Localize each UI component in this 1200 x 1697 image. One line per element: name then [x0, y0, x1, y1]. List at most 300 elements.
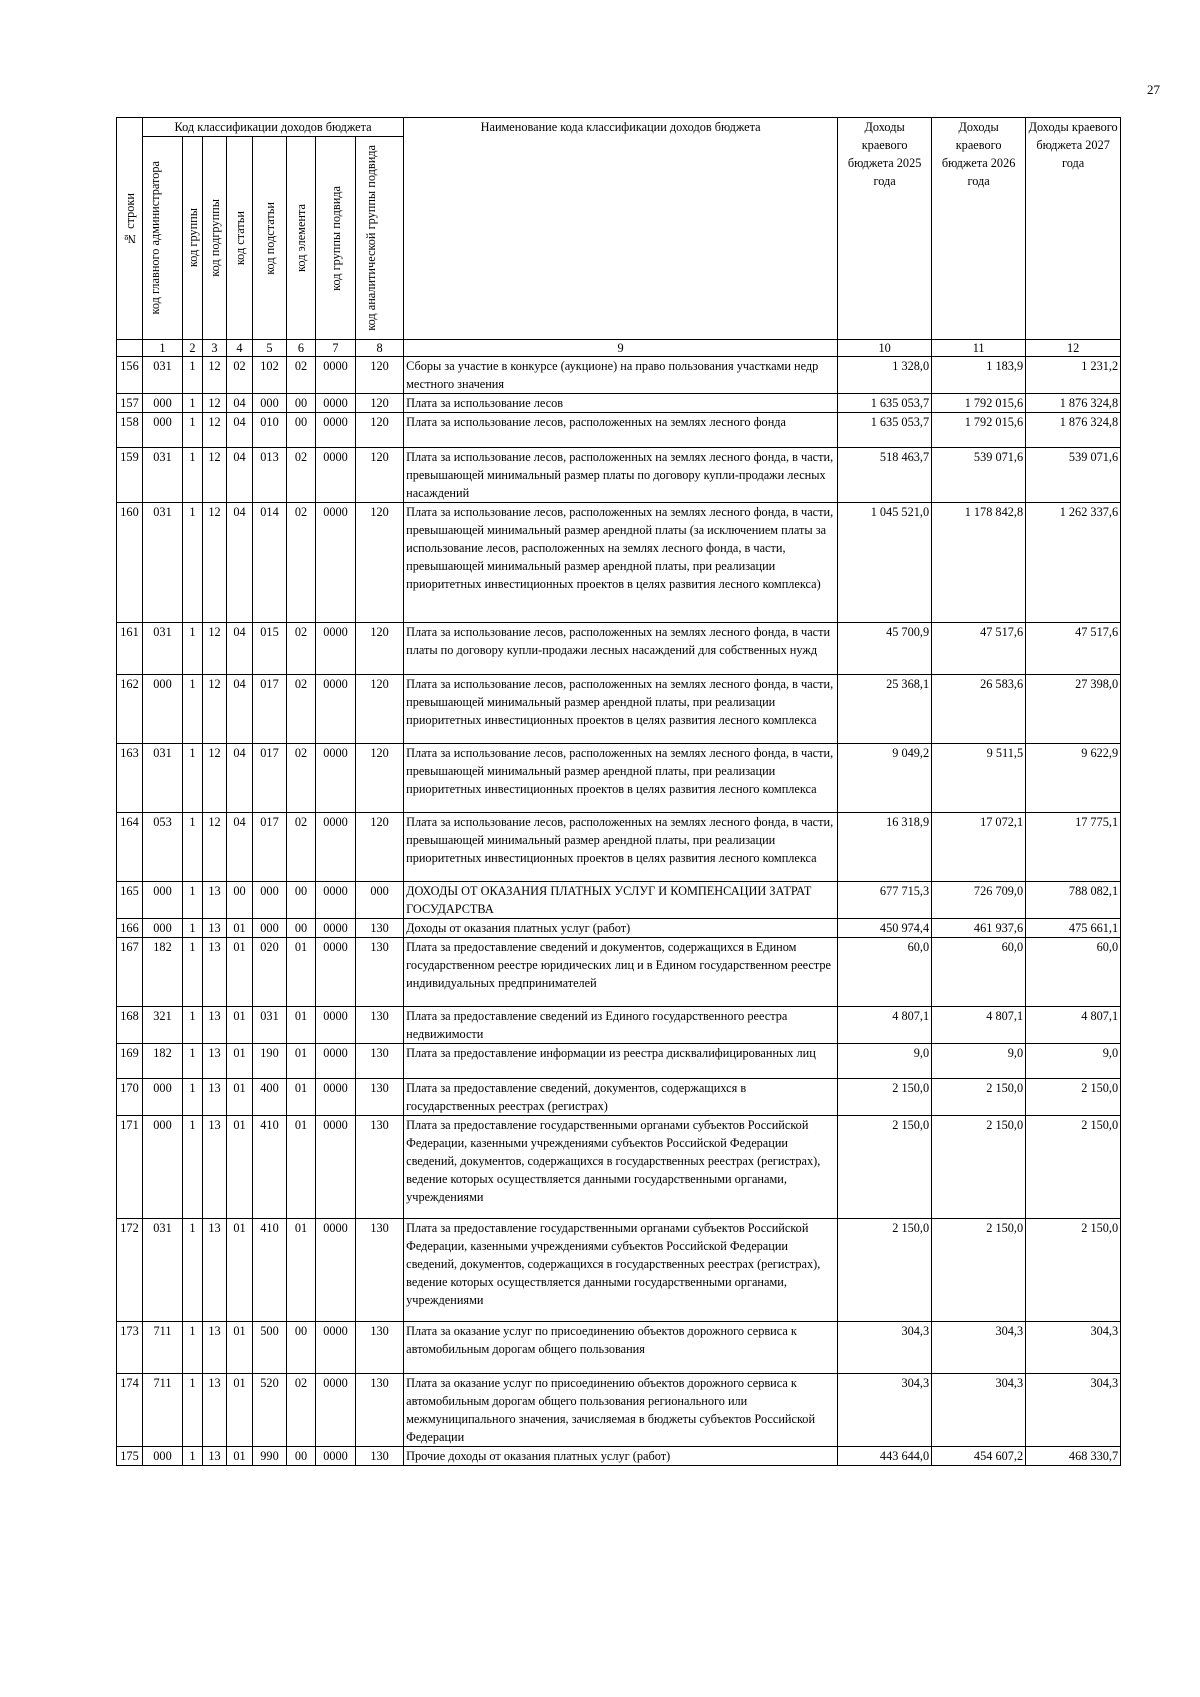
code-subgroup: 12	[203, 744, 227, 813]
code-admin: 000	[143, 1079, 183, 1116]
code-subarticle: 017	[253, 813, 287, 882]
code-admin: 321	[143, 1007, 183, 1044]
amount-2027: 1 262 337,6	[1026, 503, 1121, 623]
code-article: 04	[227, 744, 253, 813]
amount-2027: 1 876 324,8	[1026, 394, 1121, 413]
amount-2026: 461 937,6	[932, 919, 1026, 938]
code-group: 1	[183, 1219, 203, 1322]
amount-2026: 17 072,1	[932, 813, 1026, 882]
income-name: Плата за предоставление сведений, документов, содержащихся в государственных реестрах (регистрах)	[404, 1079, 838, 1116]
table-row	[117, 1219, 1121, 1322]
code-analytic-group: 120	[356, 744, 404, 813]
code-article: 01	[227, 1116, 253, 1219]
row-number: 170	[117, 1079, 143, 1116]
table-row	[117, 357, 1121, 394]
code-subarticle: 102	[253, 357, 287, 394]
amount-2025: 1 635 053,7	[838, 413, 932, 448]
row-number: 167	[117, 938, 143, 1007]
code-subtype-group: 0000	[316, 1219, 356, 1322]
column-number: 3	[203, 340, 227, 357]
code-subgroup: 13	[203, 1322, 227, 1374]
header-code-subgroup: код подгруппы	[203, 137, 227, 340]
code-admin: 711	[143, 1374, 183, 1447]
amount-2027: 788 082,1	[1026, 882, 1121, 919]
code-article: 04	[227, 448, 253, 503]
amount-2027: 60,0	[1026, 938, 1121, 1007]
code-admin: 031	[143, 357, 183, 394]
page-number: 27	[1147, 82, 1160, 97]
amount-2027: 4 807,1	[1026, 1007, 1121, 1044]
code-subtype-group: 0000	[316, 1322, 356, 1374]
code-subtype-group: 0000	[316, 394, 356, 413]
code-subarticle: 500	[253, 1322, 287, 1374]
code-analytic-group: 120	[356, 503, 404, 623]
amount-2025: 304,3	[838, 1322, 932, 1374]
code-analytic-group: 120	[356, 394, 404, 413]
code-article: 02	[227, 357, 253, 394]
code-subarticle: 000	[253, 919, 287, 938]
header-row-number	[117, 118, 143, 340]
code-group: 1	[183, 938, 203, 1007]
table-row	[117, 675, 1121, 744]
amount-2026: 1 183,9	[932, 357, 1026, 394]
code-subgroup: 12	[203, 448, 227, 503]
amount-2026: 9,0	[932, 1044, 1026, 1079]
amount-2027: 475 661,1	[1026, 919, 1121, 938]
income-name: Прочие доходы от оказания платных услуг (работ)	[404, 1447, 838, 1466]
income-name: Плата за использование лесов, расположенных на землях лесного фонда, в части, превышающей минимальный размер арендной платы, при реализации приоритетных инвестиционных проектов в целях развития лесного комплекса	[404, 744, 838, 813]
code-analytic-group: 130	[356, 938, 404, 1007]
table-row	[117, 394, 1121, 413]
amount-2026: 2 150,0	[932, 1219, 1026, 1322]
code-subtype-group: 0000	[316, 675, 356, 744]
column-number: 1	[143, 340, 183, 357]
amount-2025: 25 368,1	[838, 675, 932, 744]
income-name: Плата за предоставление сведений из Единого государственного реестра недвижимости	[404, 1007, 838, 1044]
row-number: 166	[117, 919, 143, 938]
code-subgroup: 13	[203, 1044, 227, 1079]
code-article: 00	[227, 882, 253, 919]
code-element: 02	[287, 623, 316, 675]
code-admin: 031	[143, 744, 183, 813]
code-article: 01	[227, 1079, 253, 1116]
code-admin: 031	[143, 1219, 183, 1322]
amount-2025: 1 635 053,7	[838, 394, 932, 413]
row-number: 160	[117, 503, 143, 623]
column-number: 4	[227, 340, 253, 357]
code-subtype-group: 0000	[316, 1044, 356, 1079]
code-admin: 000	[143, 919, 183, 938]
code-article: 04	[227, 623, 253, 675]
amount-2025: 304,3	[838, 1374, 932, 1447]
code-analytic-group: 120	[356, 813, 404, 882]
column-number: 2	[183, 340, 203, 357]
amount-2027: 2 150,0	[1026, 1219, 1121, 1322]
amount-2027: 9 622,9	[1026, 744, 1121, 813]
row-number: 159	[117, 448, 143, 503]
code-admin: 182	[143, 1044, 183, 1079]
amount-2025: 450 974,4	[838, 919, 932, 938]
row-number: 175	[117, 1447, 143, 1466]
code-group: 1	[183, 813, 203, 882]
amount-2027: 304,3	[1026, 1374, 1121, 1447]
amount-2027: 2 150,0	[1026, 1116, 1121, 1219]
code-subarticle: 410	[253, 1116, 287, 1219]
column-number: 8	[356, 340, 404, 357]
code-article: 01	[227, 1322, 253, 1374]
code-subtype-group: 0000	[316, 1116, 356, 1219]
table-row	[117, 938, 1121, 1007]
code-group: 1	[183, 503, 203, 623]
amount-2026: 454 607,2	[932, 1447, 1026, 1466]
code-group: 1	[183, 1116, 203, 1219]
column-number: 7	[316, 340, 356, 357]
code-subtype-group: 0000	[316, 448, 356, 503]
code-subarticle: 010	[253, 413, 287, 448]
income-name: Плата за предоставление государственными органами субъектов Российской Федерации, казенными учреждениями субъектов Российской Федерации сведений, документов, содержащихся в государственных реестрах (регистрах), ведение которых осуществляется данными государственными органами, учреждениями	[404, 1219, 838, 1322]
row-number: 161	[117, 623, 143, 675]
code-group: 1	[183, 623, 203, 675]
column-number-row	[117, 340, 1121, 357]
code-article: 04	[227, 503, 253, 623]
row-number: 163	[117, 744, 143, 813]
code-subgroup: 13	[203, 938, 227, 1007]
code-admin: 000	[143, 1447, 183, 1466]
code-subgroup: 13	[203, 1447, 227, 1466]
code-subarticle: 990	[253, 1447, 287, 1466]
amount-2026: 1 178 842,8	[932, 503, 1026, 623]
code-subgroup: 13	[203, 1219, 227, 1322]
code-group: 1	[183, 394, 203, 413]
code-subgroup: 12	[203, 413, 227, 448]
income-name: Сборы за участие в конкурсе (аукционе) на право пользования участками недр местного значения	[404, 357, 838, 394]
code-subtype-group: 0000	[316, 938, 356, 1007]
column-number: 10	[838, 340, 932, 357]
code-element: 01	[287, 1007, 316, 1044]
column-number: 11	[932, 340, 1026, 357]
code-subtype-group: 0000	[316, 413, 356, 448]
code-admin: 053	[143, 813, 183, 882]
amount-2025: 1 328,0	[838, 357, 932, 394]
header-year-2025: Доходы краевого бюджета 2025 года	[838, 118, 932, 340]
code-element: 00	[287, 919, 316, 938]
code-article: 01	[227, 1044, 253, 1079]
code-subarticle: 190	[253, 1044, 287, 1079]
amount-2027: 1 876 324,8	[1026, 413, 1121, 448]
income-name: Плата за использование лесов, расположенных на землях лесного фонда, в части, превышающей минимальный размер арендной платы, при реализации приоритетных инвестиционных проектов в целях развития лесного комплекса	[404, 813, 838, 882]
code-subgroup: 12	[203, 623, 227, 675]
amount-2026: 2 150,0	[932, 1116, 1026, 1219]
code-analytic-group: 130	[356, 919, 404, 938]
code-analytic-group: 120	[356, 413, 404, 448]
header-code-group-num: код группы	[183, 137, 203, 340]
amount-2026: 2 150,0	[932, 1079, 1026, 1116]
table-row	[117, 413, 1121, 448]
code-subtype-group: 0000	[316, 882, 356, 919]
header-year-2027: Доходы краевого бюджета 2027 года	[1026, 118, 1121, 340]
code-subtype-group: 0000	[316, 744, 356, 813]
code-element: 00	[287, 1322, 316, 1374]
code-subarticle: 017	[253, 744, 287, 813]
code-subarticle: 031	[253, 1007, 287, 1044]
code-admin: 711	[143, 1322, 183, 1374]
code-article: 04	[227, 413, 253, 448]
code-element: 00	[287, 413, 316, 448]
header-code-analytic-group: код аналитической группы подвида	[356, 137, 404, 340]
amount-2027: 304,3	[1026, 1322, 1121, 1374]
code-analytic-group: 130	[356, 1219, 404, 1322]
code-admin: 000	[143, 413, 183, 448]
amount-2026: 4 807,1	[932, 1007, 1026, 1044]
code-subarticle: 013	[253, 448, 287, 503]
column-number	[117, 340, 143, 357]
amount-2025: 9 049,2	[838, 744, 932, 813]
header-name: Наименование кода классификации доходов бюджета	[404, 118, 838, 340]
code-subgroup: 13	[203, 1007, 227, 1044]
code-group: 1	[183, 448, 203, 503]
code-article: 04	[227, 813, 253, 882]
amount-2025: 2 150,0	[838, 1079, 932, 1116]
table-row	[117, 448, 1121, 503]
code-element: 00	[287, 882, 316, 919]
header-code-group: Код классификации доходов бюджета	[143, 118, 404, 137]
code-element: 00	[287, 394, 316, 413]
amount-2027: 47 517,6	[1026, 623, 1121, 675]
amount-2025: 4 807,1	[838, 1007, 932, 1044]
code-subgroup: 12	[203, 357, 227, 394]
code-subarticle: 017	[253, 675, 287, 744]
header-row-number-label: № строки	[122, 192, 137, 246]
table-row	[117, 1116, 1121, 1219]
column-number: 5	[253, 340, 287, 357]
code-subgroup: 12	[203, 394, 227, 413]
code-analytic-group: 130	[356, 1322, 404, 1374]
code-element: 01	[287, 1219, 316, 1322]
code-element: 01	[287, 938, 316, 1007]
amount-2027: 468 330,7	[1026, 1447, 1121, 1466]
income-name: Плата за предоставление сведений и документов, содержащихся в Едином государственном реестре юридических лиц и в Едином государственном реестре индивидуальных предпринимателей	[404, 938, 838, 1007]
code-subgroup: 13	[203, 919, 227, 938]
code-group: 1	[183, 675, 203, 744]
amount-2027: 539 071,6	[1026, 448, 1121, 503]
row-number: 172	[117, 1219, 143, 1322]
code-subtype-group: 0000	[316, 1007, 356, 1044]
code-subarticle: 520	[253, 1374, 287, 1447]
table-header	[117, 118, 1121, 357]
code-subarticle: 020	[253, 938, 287, 1007]
income-name: Плата за использование лесов, расположенных на землях лесного фонда	[404, 413, 838, 448]
header-code-element: код элемента	[287, 137, 316, 340]
column-number: 9	[404, 340, 838, 357]
table-row	[117, 503, 1121, 623]
code-subgroup: 12	[203, 503, 227, 623]
code-group: 1	[183, 357, 203, 394]
row-number: 169	[117, 1044, 143, 1079]
code-analytic-group: 130	[356, 1007, 404, 1044]
code-group: 1	[183, 1044, 203, 1079]
code-subtype-group: 0000	[316, 813, 356, 882]
code-subgroup: 12	[203, 813, 227, 882]
code-analytic-group: 120	[356, 357, 404, 394]
code-article: 01	[227, 1219, 253, 1322]
code-group: 1	[183, 413, 203, 448]
code-subtype-group: 0000	[316, 1447, 356, 1466]
amount-2026: 9 511,5	[932, 744, 1026, 813]
amount-2025: 2 150,0	[838, 1219, 932, 1322]
code-admin: 000	[143, 675, 183, 744]
code-subtype-group: 0000	[316, 503, 356, 623]
code-subtype-group: 0000	[316, 1374, 356, 1447]
income-name: Плата за оказание услуг по присоединению объектов дорожного сервиса к автомобильным дорогам общего пользования регионального или межмуниципального значения, зачисляемая в бюджеты субъектов Российской Федерации	[404, 1374, 838, 1447]
code-group: 1	[183, 1079, 203, 1116]
amount-2026: 304,3	[932, 1322, 1026, 1374]
table-row	[117, 1007, 1121, 1044]
amount-2025: 443 644,0	[838, 1447, 932, 1466]
table-row	[117, 1044, 1121, 1079]
code-group: 1	[183, 1322, 203, 1374]
row-number: 165	[117, 882, 143, 919]
code-admin: 031	[143, 448, 183, 503]
code-subtype-group: 0000	[316, 623, 356, 675]
code-subarticle: 400	[253, 1079, 287, 1116]
code-article: 01	[227, 938, 253, 1007]
income-name: Плата за оказание услуг по присоединению объектов дорожного сервиса к автомобильным дорогам общего пользования	[404, 1322, 838, 1374]
amount-2025: 1 045 521,0	[838, 503, 932, 623]
code-element: 02	[287, 448, 316, 503]
table-row	[117, 919, 1121, 938]
table-row	[117, 813, 1121, 882]
header-code-article: код статьи	[227, 137, 253, 340]
code-subarticle: 000	[253, 882, 287, 919]
income-name: Плата за предоставление информации из реестра дисквалифицированных лиц	[404, 1044, 838, 1079]
table-row	[117, 1374, 1121, 1447]
code-admin: 000	[143, 882, 183, 919]
code-group: 1	[183, 744, 203, 813]
code-element: 00	[287, 1447, 316, 1466]
code-subarticle: 000	[253, 394, 287, 413]
code-subtype-group: 0000	[316, 1079, 356, 1116]
row-number: 157	[117, 394, 143, 413]
income-name: Доходы от оказания платных услуг (работ)	[404, 919, 838, 938]
table-row	[117, 623, 1121, 675]
code-element: 01	[287, 1116, 316, 1219]
row-number: 162	[117, 675, 143, 744]
income-name: Плата за использование лесов, расположенных на землях лесного фонда, в части, превышающей минимальный размер платы по договору купли-продажи лесных насаждений	[404, 448, 838, 503]
code-admin: 182	[143, 938, 183, 1007]
header-code-subtype-group: код группы подвида	[316, 137, 356, 340]
code-group: 1	[183, 1007, 203, 1044]
code-analytic-group: 130	[356, 1116, 404, 1219]
code-analytic-group: 120	[356, 448, 404, 503]
amount-2025: 2 150,0	[838, 1116, 932, 1219]
code-admin: 031	[143, 503, 183, 623]
amount-2026: 47 517,6	[932, 623, 1026, 675]
code-element: 02	[287, 503, 316, 623]
amount-2025: 60,0	[838, 938, 932, 1007]
income-name: Плата за предоставление государственными органами субъектов Российской Федерации, казенными учреждениями субъектов Российской Федерации сведений, документов, содержащихся в государственных реестрах (регистрах), ведение которых осуществляется данными государственными органами, учреждениями	[404, 1116, 838, 1219]
amount-2025: 45 700,9	[838, 623, 932, 675]
code-article: 01	[227, 1447, 253, 1466]
code-article: 04	[227, 675, 253, 744]
amount-2025: 518 463,7	[838, 448, 932, 503]
code-group: 1	[183, 1447, 203, 1466]
code-admin: 000	[143, 1116, 183, 1219]
code-article: 01	[227, 1007, 253, 1044]
income-name: Плата за использование лесов, расположенных на землях лесного фонда, в части, превышающей минимальный размер арендной платы, при реализации приоритетных инвестиционных проектов в целях развития лесного комплекса	[404, 675, 838, 744]
amount-2025: 16 318,9	[838, 813, 932, 882]
amount-2027: 2 150,0	[1026, 1079, 1121, 1116]
row-number: 164	[117, 813, 143, 882]
amount-2025: 9,0	[838, 1044, 932, 1079]
code-subarticle: 410	[253, 1219, 287, 1322]
code-group: 1	[183, 1374, 203, 1447]
row-number: 168	[117, 1007, 143, 1044]
code-analytic-group: 120	[356, 675, 404, 744]
code-element: 02	[287, 744, 316, 813]
code-analytic-group: 130	[356, 1374, 404, 1447]
code-subtype-group: 0000	[316, 357, 356, 394]
income-name: Плата за использование лесов, расположенных на землях лесного фонда, в части платы по договору купли-продажи лесных насаждений для собственных нужд	[404, 623, 838, 675]
code-subgroup: 12	[203, 675, 227, 744]
table-row	[117, 1322, 1121, 1374]
row-number: 156	[117, 357, 143, 394]
amount-2027: 1 231,2	[1026, 357, 1121, 394]
table-row	[117, 1079, 1121, 1116]
amount-2026: 726 709,0	[932, 882, 1026, 919]
header-year-2026: Доходы краевого бюджета 2026 года	[932, 118, 1026, 340]
column-number: 12	[1026, 340, 1121, 357]
amount-2027: 9,0	[1026, 1044, 1121, 1079]
code-group: 1	[183, 882, 203, 919]
column-number: 6	[287, 340, 316, 357]
table-row	[117, 882, 1121, 919]
code-analytic-group: 000	[356, 882, 404, 919]
code-element: 01	[287, 1079, 316, 1116]
amount-2026: 539 071,6	[932, 448, 1026, 503]
amount-2027: 17 775,1	[1026, 813, 1121, 882]
income-name: Плата за использование лесов, расположенных на землях лесного фонда, в части, превышающей минимальный размер арендной платы (за исключением платы за использование лесов, расположенных на землях лесного фонда, в части, превышающей минимальный размер арендной платы, при реализации приоритетных инвестиционных проектов в целях развития лесного комплекса)	[404, 503, 838, 623]
code-element: 02	[287, 357, 316, 394]
code-analytic-group: 130	[356, 1044, 404, 1079]
row-number: 174	[117, 1374, 143, 1447]
code-subarticle: 015	[253, 623, 287, 675]
amount-2026: 1 792 015,6	[932, 413, 1026, 448]
amount-2025: 677 715,3	[838, 882, 932, 919]
income-name: Плата за использование лесов	[404, 394, 838, 413]
table-body	[117, 357, 1121, 1466]
code-article: 04	[227, 394, 253, 413]
amount-2026: 304,3	[932, 1374, 1026, 1447]
header-code-subarticle: код подстатьи	[253, 137, 287, 340]
amount-2026: 26 583,6	[932, 675, 1026, 744]
code-subarticle: 014	[253, 503, 287, 623]
table-row	[117, 744, 1121, 813]
amount-2026: 60,0	[932, 938, 1026, 1007]
code-admin: 031	[143, 623, 183, 675]
code-subtype-group: 0000	[316, 919, 356, 938]
code-element: 01	[287, 1044, 316, 1079]
code-element: 02	[287, 675, 316, 744]
code-subgroup: 13	[203, 1374, 227, 1447]
code-analytic-group: 130	[356, 1079, 404, 1116]
amount-2027: 27 398,0	[1026, 675, 1121, 744]
header-code-admin: код главного администратора	[143, 137, 183, 340]
code-article: 01	[227, 1374, 253, 1447]
row-number: 173	[117, 1322, 143, 1374]
income-name: ДОХОДЫ ОТ ОКАЗАНИЯ ПЛАТНЫХ УСЛУГ И КОМПЕНСАЦИИ ЗАТРАТ ГОСУДАРСТВА	[404, 882, 838, 919]
code-subgroup: 13	[203, 1116, 227, 1219]
code-subgroup: 13	[203, 882, 227, 919]
